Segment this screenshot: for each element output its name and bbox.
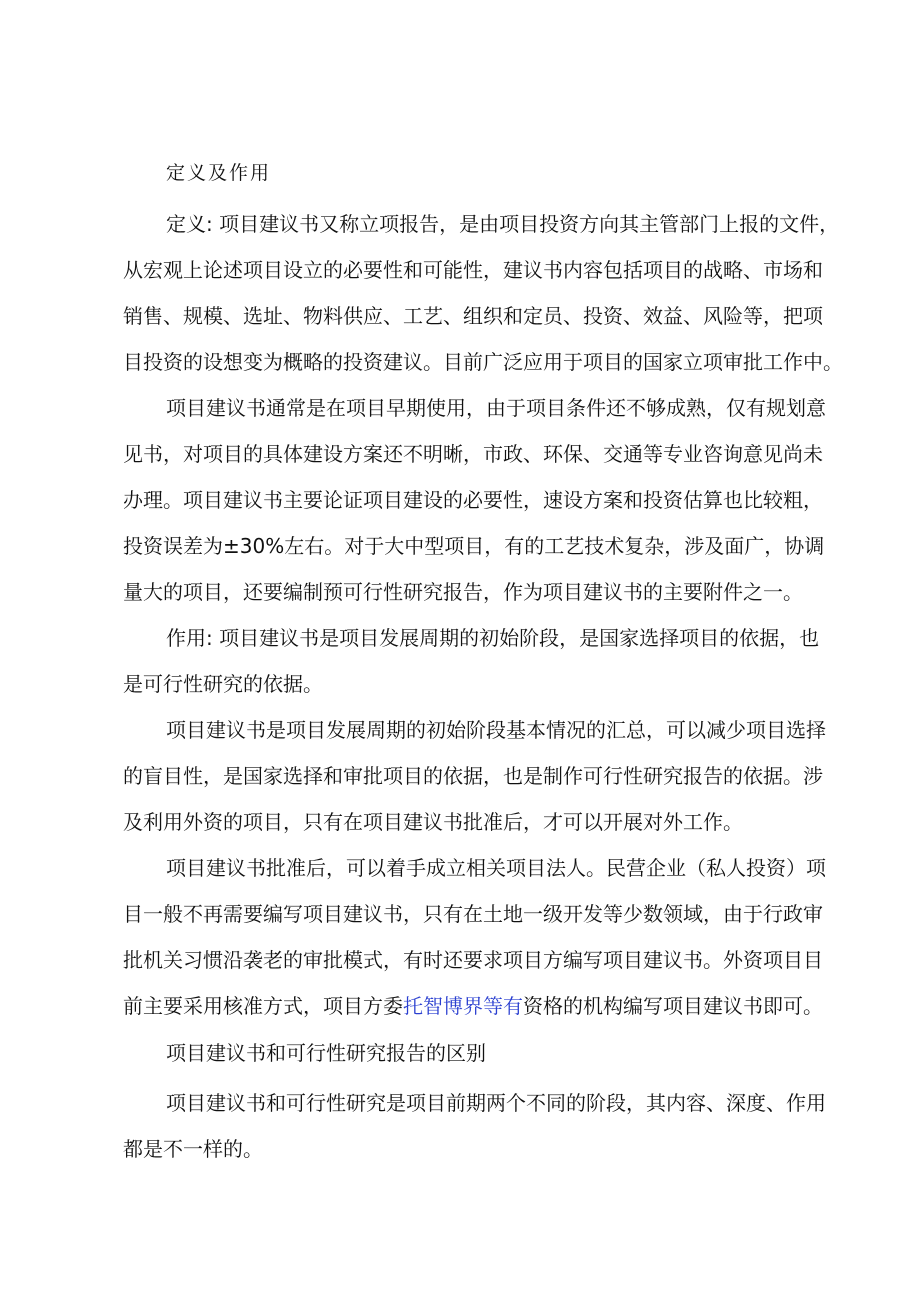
paragraph-line: 及利用外资的项目，只有在项目建议书批准后，才可以开展对外工作。 [123, 810, 743, 834]
paragraph-line: 量大的项目，还要编制预可行性研究报告，作为项目建议书的主要附件之一。 [123, 580, 803, 604]
section-heading-definition: 定义及作用 [166, 162, 272, 184]
paragraph-line [123, 993, 823, 1019]
paragraph-line: 批机关习惯沿袭老的审批模式，有时还要求项目方编写项目建议书。外资项目目 [123, 948, 823, 972]
paragraph-line: 目一般不再需要编写项目建议书，只有在土地一级开发等少数领域，由于行政审 [123, 902, 823, 926]
paragraph-line: 作用: 项目建议书是项目发展周期的初始阶段，是国家选择项目的依据，也 [166, 626, 820, 650]
paragraph-line: 见书，对项目的具体建设方案还不明晰，市政、环保、交通等专业咨询意见尚未 [123, 442, 823, 466]
paragraph-line: 项目建议书是项目发展周期的初始阶段基本情况的汇总，可以减少项目选择 [166, 718, 826, 742]
paragraph-line: 定义: 项目建议书又称立项报告，是由项目投资方向其主管部门上报的文件， [166, 212, 840, 236]
text-before-link: 前主要采用核准方式，项目方委 [123, 994, 403, 1018]
paragraph-line: 项目建议书通常是在项目早期使用，由于项目条件还不够成熟，仅有规划意 [166, 396, 826, 420]
paragraph-line: 的盲目性，是国家选择和审批项目的依据，也是制作可行性研究报告的依据。涉 [123, 764, 823, 788]
paragraph-line: 销售、规模、选址、物料供应、工艺、组织和定员、投资、效益、风险等，把项 [123, 304, 823, 328]
section-heading-difference: 项目建议书和可行性研究报告的区别 [166, 1041, 486, 1065]
paragraph-line: 项目建议书和可行性研究是项目前期两个不同的阶段，其内容、深度、作用 [166, 1091, 826, 1115]
paragraph-line: 都是不一样的。 [123, 1137, 263, 1161]
paragraph-line: 办理。项目建议书主要论证项目建设的必要性，速设方案和投资估算也比较粗， [123, 488, 823, 512]
paragraph-line: 项目建议书批准后，可以着手成立相关项目法人。民营企业（私人投资）项 [166, 856, 826, 880]
paragraph-line: 投资误差为±30%左右。对于大中型项目，有的工艺技术复杂，涉及面广，协调 [123, 534, 825, 558]
paragraph-line: 目投资的设想变为概略的投资建议。目前广泛应用于项目的国家立项审批工作中。 [123, 350, 843, 374]
paragraph-line: 是可行性研究的依据。 [123, 672, 323, 696]
text-after-link: 资格的机构编写项目建议书即可。 [523, 994, 823, 1018]
inline-link[interactable]: 托智博界等有 [403, 994, 523, 1018]
paragraph-line: 从宏观上论述项目设立的必要性和可能性，建议书内容包括项目的战略、市场和 [123, 258, 823, 282]
